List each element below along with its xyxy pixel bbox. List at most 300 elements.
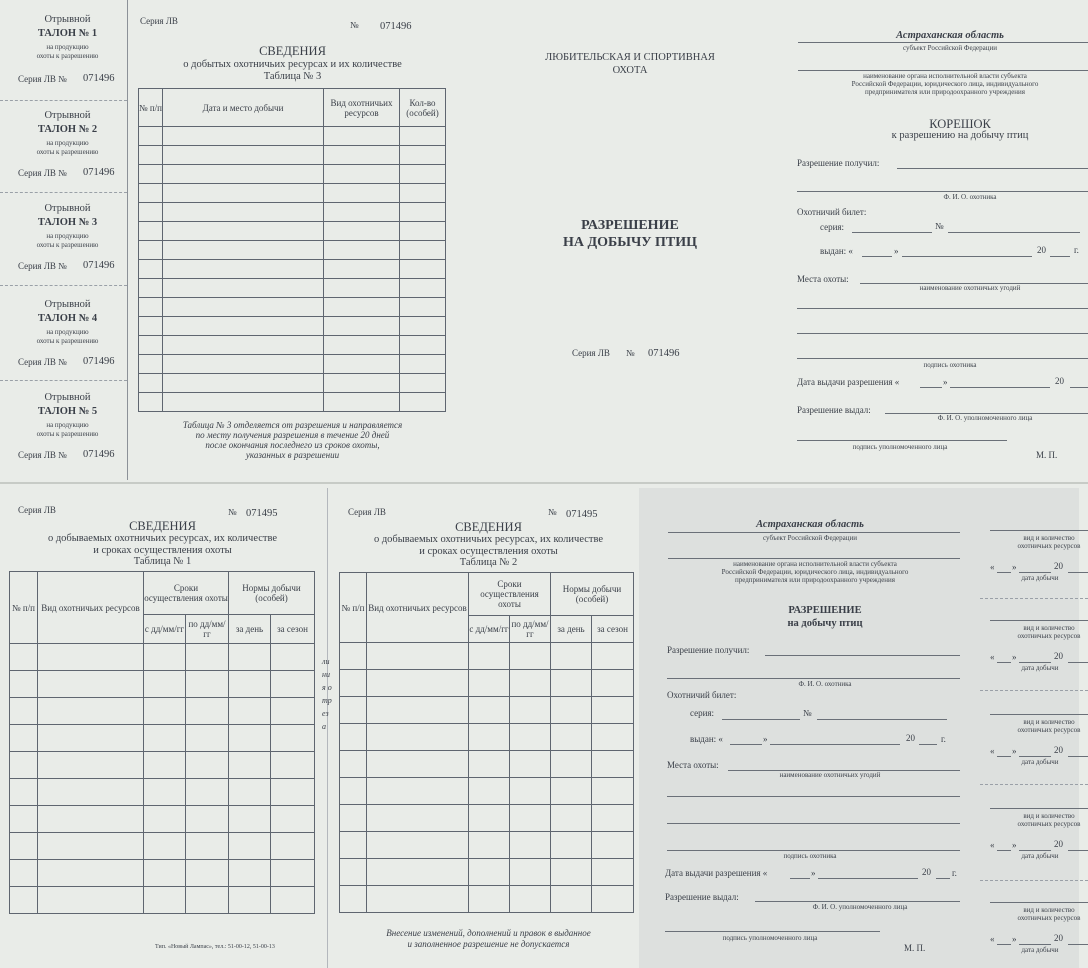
table-cell[interactable] — [400, 374, 446, 393]
table-row — [340, 751, 634, 778]
table1-label: Таблица № 1 — [133, 556, 192, 567]
stub-sign-official-line[interactable] — [797, 440, 1007, 441]
table-cell[interactable] — [469, 670, 510, 697]
table-cell[interactable] — [400, 146, 446, 165]
table-cell[interactable] — [510, 697, 551, 724]
table-cell[interactable] — [10, 644, 38, 671]
table-cell[interactable] — [340, 832, 367, 859]
table-row — [139, 298, 446, 317]
table-cell[interactable] — [139, 222, 163, 241]
coupon-year-line[interactable] — [1068, 572, 1088, 573]
table-cell[interactable] — [163, 317, 324, 336]
table-cell[interactable] — [400, 203, 446, 222]
table-cell[interactable] — [592, 886, 634, 913]
table-cell[interactable] — [324, 127, 400, 146]
table1-col-num: № п/п — [10, 572, 38, 644]
table-row — [139, 241, 446, 260]
talon-5 — [0, 392, 127, 478]
permit-issue-date-month[interactable] — [818, 878, 918, 879]
table-cell[interactable] — [10, 752, 38, 779]
table-cell[interactable] — [186, 698, 229, 725]
table-cell[interactable] — [163, 298, 324, 317]
table-cell[interactable] — [510, 859, 551, 886]
permit-issued-label: выдан: « — [690, 734, 723, 744]
stub-ticket-no: № — [935, 221, 944, 231]
stub-received-line[interactable] — [897, 168, 1088, 169]
table-cell[interactable] — [340, 859, 367, 886]
permit-issue-date-day[interactable] — [790, 878, 810, 879]
table-cell[interactable] — [324, 336, 400, 355]
table-cell[interactable] — [139, 203, 163, 222]
table-cell[interactable] — [340, 751, 367, 778]
talon-title: Отрывной — [44, 203, 91, 214]
permit-received-label: Разрешение получил: — [667, 645, 750, 655]
table-cell[interactable] — [510, 724, 551, 751]
table-cell[interactable] — [10, 860, 38, 887]
table-cell[interactable] — [139, 355, 163, 374]
table-cell[interactable] — [367, 886, 469, 913]
coupon-month-line[interactable] — [1019, 572, 1051, 573]
talon-title: Отрывной — [44, 392, 91, 403]
table-cell[interactable] — [340, 724, 367, 751]
table-cell[interactable] — [592, 859, 634, 886]
table-row — [340, 859, 634, 886]
permit-places-line-2[interactable] — [667, 796, 960, 797]
table-cell[interactable] — [324, 374, 400, 393]
table-cell[interactable] — [144, 887, 186, 914]
coupon-kind-line[interactable] — [990, 902, 1088, 903]
table-cell[interactable] — [324, 355, 400, 374]
table-cell[interactable] — [469, 886, 510, 913]
table-cell[interactable] — [400, 279, 446, 298]
coupon-month-line[interactable] — [1019, 756, 1051, 757]
table-cell[interactable] — [163, 146, 324, 165]
table-cell[interactable] — [163, 355, 324, 374]
table-cell[interactable] — [367, 697, 469, 724]
talon-serial-number: 071496 — [83, 73, 115, 84]
table-cell[interactable] — [139, 241, 163, 260]
table-cell[interactable] — [469, 778, 510, 805]
stub-sign-hunter-line[interactable] — [797, 358, 1088, 359]
stub-issue-date-quote: » — [943, 377, 948, 387]
table-cell[interactable] — [400, 336, 446, 355]
table-cell[interactable] — [10, 725, 38, 752]
table-cell[interactable] — [367, 643, 469, 670]
table-cell[interactable] — [400, 355, 446, 374]
table2-note2: и заполненное разрешение не допускается — [407, 939, 570, 949]
table-cell[interactable] — [510, 670, 551, 697]
table-cell[interactable] — [400, 260, 446, 279]
talon-sub2: охоты к разрешению — [36, 430, 99, 438]
table-cell[interactable] — [10, 887, 38, 914]
permit-issued-by-label: Разрешение выдал: — [665, 892, 739, 902]
table1-no-label: № — [228, 507, 237, 517]
coupon-quote-close: » — [1012, 652, 1017, 662]
table-cell[interactable] — [229, 779, 271, 806]
table-cell[interactable] — [38, 752, 144, 779]
table-cell[interactable] — [10, 833, 38, 860]
table-cell[interactable] — [271, 698, 315, 725]
table-cell[interactable] — [163, 279, 324, 298]
table-cell[interactable] — [400, 127, 446, 146]
table3-note-line: после окончания последнего из сроков охоты, — [205, 440, 380, 450]
table-cell[interactable] — [551, 805, 592, 832]
table-cell[interactable] — [139, 127, 163, 146]
coupon-kind-line[interactable] — [990, 530, 1088, 531]
stub-issue-date-year-line[interactable] — [1070, 387, 1088, 388]
coupon-kind-line[interactable] — [990, 620, 1088, 621]
cover-title-1: РАЗРЕШЕНИЕ — [581, 218, 679, 233]
table-cell[interactable] — [144, 725, 186, 752]
table-cell[interactable] — [367, 724, 469, 751]
table-cell[interactable] — [163, 241, 324, 260]
table-cell[interactable] — [340, 643, 367, 670]
stub-received-line-2[interactable] — [797, 191, 1088, 192]
talon-sub2: охоты к разрешению — [36, 148, 99, 156]
permit-ticket-no: № — [803, 708, 812, 718]
table-cell[interactable] — [10, 779, 38, 806]
table-cell[interactable] — [592, 805, 634, 832]
stub-issue-date-year: 20 — [1055, 376, 1064, 386]
permit-ticket-no-line[interactable] — [817, 719, 947, 720]
table-cell[interactable] — [144, 752, 186, 779]
table-row — [139, 165, 446, 184]
stub-places-caption: наименование охотничьих угодий — [919, 284, 1021, 292]
table-cell[interactable] — [163, 127, 324, 146]
coupon-year-line[interactable] — [1068, 756, 1088, 757]
coupon-line1: вид и количество — [1023, 812, 1075, 820]
table-cell[interactable] — [340, 805, 367, 832]
table-cell[interactable] — [38, 644, 144, 671]
table-cell[interactable] — [139, 165, 163, 184]
coupon-month-line[interactable] — [1019, 944, 1051, 945]
table-cell[interactable] — [510, 778, 551, 805]
permit-received-line[interactable] — [765, 655, 960, 656]
table2-col-num: № п/п — [340, 573, 367, 643]
table3-note-line: по месту получения разрешения в течение 20 дней — [195, 430, 390, 440]
table-cell[interactable] — [144, 644, 186, 671]
table-cell[interactable] — [340, 670, 367, 697]
table-cell[interactable] — [551, 832, 592, 859]
table-cell[interactable] — [271, 779, 315, 806]
table1-subtitle1: о добываемых охотничьих ресурсах, их количестве — [47, 533, 278, 544]
table-cell[interactable] — [38, 779, 144, 806]
talon-number: ТАЛОН № 2 — [37, 124, 98, 135]
table-cell[interactable] — [551, 643, 592, 670]
stub-ticket-series: серия: — [820, 222, 845, 232]
table-cell[interactable] — [367, 832, 469, 859]
table-cell[interactable] — [551, 670, 592, 697]
stub-issued-day[interactable] — [862, 256, 892, 257]
table-cell[interactable] — [38, 806, 144, 833]
table-cell[interactable] — [367, 859, 469, 886]
table1-subtitle2: и сроках осуществления охоты — [93, 545, 232, 556]
table-cell[interactable] — [324, 279, 400, 298]
talon-series: Серия ЛВ № — [18, 261, 67, 271]
table-cell[interactable] — [400, 393, 446, 412]
table-cell[interactable] — [340, 778, 367, 805]
table-cell[interactable] — [186, 833, 229, 860]
table-cell[interactable] — [229, 833, 271, 860]
table-cell[interactable] — [400, 298, 446, 317]
table1-title: СВЕДЕНИЯ — [129, 519, 196, 533]
permit-issue-date-year-line[interactable] — [936, 878, 950, 879]
table-cell[interactable] — [469, 751, 510, 778]
table2-col-kind: Вид охотничьих ресурсов — [367, 573, 469, 643]
table-cell[interactable] — [400, 165, 446, 184]
cover-title-2: НА ДОБЫЧУ ПТИЦ — [562, 235, 698, 250]
table-row — [10, 833, 315, 860]
permit-issued-month[interactable] — [770, 744, 900, 745]
table-cell[interactable] — [229, 644, 271, 671]
table-cell[interactable] — [229, 698, 271, 725]
table-cell[interactable] — [10, 671, 38, 698]
table-cell[interactable] — [271, 806, 315, 833]
table-cell[interactable] — [229, 860, 271, 887]
table-cell[interactable] — [186, 860, 229, 887]
table-cell[interactable] — [367, 751, 469, 778]
table-cell[interactable] — [186, 752, 229, 779]
table-cell[interactable] — [510, 886, 551, 913]
coupon-day-line[interactable] — [997, 572, 1011, 573]
coupon-kind-line[interactable] — [990, 714, 1088, 715]
permit-issued-by-line[interactable] — [755, 901, 960, 902]
stub-issue-date-month[interactable] — [950, 387, 1050, 388]
table-cell[interactable] — [163, 393, 324, 412]
table-cell[interactable] — [510, 805, 551, 832]
table-cell[interactable] — [592, 697, 634, 724]
table-cell[interactable] — [324, 146, 400, 165]
stub-ticket-no-line[interactable] — [948, 232, 1080, 233]
permit-issued-day[interactable] — [730, 744, 762, 745]
table-cell[interactable] — [469, 859, 510, 886]
table-cell[interactable] — [400, 222, 446, 241]
table-cell[interactable] — [229, 887, 271, 914]
permit-ticket-series-line[interactable] — [722, 719, 800, 720]
stub-ticket-series-line[interactable] — [852, 232, 932, 233]
coupon-day-line[interactable] — [997, 944, 1011, 945]
table-cell[interactable] — [551, 751, 592, 778]
table-cell[interactable] — [551, 778, 592, 805]
table-cell[interactable] — [163, 222, 324, 241]
table-cell[interactable] — [469, 697, 510, 724]
table-cell[interactable] — [139, 393, 163, 412]
table-cell[interactable] — [38, 887, 144, 914]
table-cell[interactable] — [469, 832, 510, 859]
table-cell[interactable] — [144, 860, 186, 887]
table-cell[interactable] — [229, 806, 271, 833]
table-cell[interactable] — [551, 886, 592, 913]
table-cell[interactable] — [163, 184, 324, 203]
permit-issue-date-year-suffix: г. — [952, 868, 957, 878]
table-cell[interactable] — [271, 887, 315, 914]
coupon-month-line[interactable] — [1019, 662, 1051, 663]
table-cell[interactable] — [367, 805, 469, 832]
table-cell[interactable] — [324, 260, 400, 279]
permit-org-caption2: Российской Федерации, юридического лица, индивидуального — [721, 568, 909, 576]
table-cell[interactable] — [340, 697, 367, 724]
talon-sub1: на продукцию — [46, 232, 89, 240]
table-cell[interactable] — [144, 806, 186, 833]
talon-serial-number: 071496 — [83, 260, 115, 271]
table-cell[interactable] — [163, 260, 324, 279]
permit-section — [660, 488, 975, 968]
table-row — [10, 671, 315, 698]
table-cell[interactable] — [324, 317, 400, 336]
table3-note — [140, 420, 445, 460]
table-cell[interactable] — [229, 671, 271, 698]
table-cell[interactable] — [38, 725, 144, 752]
table-cell[interactable] — [10, 806, 38, 833]
stub-issue-date-day[interactable] — [920, 387, 942, 388]
coupon-year: 20 — [1054, 745, 1063, 755]
stub-title: КОРЕШОК — [929, 117, 991, 131]
table-cell[interactable] — [38, 698, 144, 725]
table-cell[interactable] — [469, 724, 510, 751]
table-cell[interactable] — [271, 833, 315, 860]
table-cell[interactable] — [186, 671, 229, 698]
table-cell[interactable] — [139, 317, 163, 336]
coupon-line2: охотничьих ресурсов — [1017, 820, 1081, 828]
permit-issued-year-line[interactable] — [919, 744, 937, 745]
table-cell[interactable] — [271, 671, 315, 698]
coupon-kind-line[interactable] — [990, 808, 1088, 809]
table-cell[interactable] — [367, 670, 469, 697]
table-cell[interactable] — [139, 184, 163, 203]
coupon-day-line[interactable] — [997, 662, 1011, 663]
table-cell[interactable] — [271, 644, 315, 671]
table-cell[interactable] — [163, 374, 324, 393]
stub-issued-month[interactable] — [902, 256, 1032, 257]
table-cell[interactable] — [38, 671, 144, 698]
table-cell[interactable] — [271, 725, 315, 752]
table-cell[interactable] — [592, 670, 634, 697]
table-cell[interactable] — [139, 298, 163, 317]
table-cell[interactable] — [163, 165, 324, 184]
table-cell[interactable] — [38, 833, 144, 860]
table-cell[interactable] — [340, 886, 367, 913]
table-cell[interactable] — [324, 298, 400, 317]
table-cell[interactable] — [144, 779, 186, 806]
table-cell[interactable] — [592, 751, 634, 778]
table-cell[interactable] — [400, 184, 446, 203]
coupon-month-line[interactable] — [1019, 850, 1051, 851]
table2-title: СВЕДЕНИЯ — [455, 520, 522, 534]
table-cell[interactable] — [38, 860, 144, 887]
table-cell[interactable] — [139, 374, 163, 393]
table3-body — [139, 127, 446, 412]
table-cell[interactable] — [510, 832, 551, 859]
table-row — [139, 279, 446, 298]
table-cell[interactable] — [551, 859, 592, 886]
coupon-year-line[interactable] — [1068, 944, 1088, 945]
table-cell[interactable] — [144, 671, 186, 698]
table-cell[interactable] — [139, 146, 163, 165]
table-cell[interactable] — [186, 779, 229, 806]
table-cell[interactable] — [139, 279, 163, 298]
permit-sign-official-line[interactable] — [665, 931, 880, 932]
table-cell[interactable] — [592, 724, 634, 751]
table-cell[interactable] — [186, 887, 229, 914]
table-cell[interactable] — [144, 698, 186, 725]
permit-received-line-2[interactable] — [667, 678, 960, 679]
table-cell[interactable] — [144, 833, 186, 860]
table-row — [139, 203, 446, 222]
cover-serial-number: 071496 — [648, 348, 680, 359]
table-cell[interactable] — [186, 725, 229, 752]
table-cell[interactable] — [592, 778, 634, 805]
table-cell[interactable] — [324, 165, 400, 184]
table-cell[interactable] — [551, 697, 592, 724]
table-row — [340, 670, 634, 697]
table-cell[interactable] — [551, 724, 592, 751]
table3-serial-number: 071496 — [380, 21, 412, 32]
table-row — [340, 805, 634, 832]
table-row — [340, 778, 634, 805]
coupon-1 — [980, 522, 1088, 614]
table-cell[interactable] — [400, 317, 446, 336]
stub-places-line-3[interactable] — [797, 333, 1088, 334]
table2-series: Серия ЛВ — [348, 507, 386, 517]
cut-line-label: линия отреза — [322, 657, 332, 731]
table-cell[interactable] — [229, 752, 271, 779]
stub-received-label: Разрешение получил: — [797, 158, 880, 168]
table-cell[interactable] — [163, 203, 324, 222]
permit-places-line-3[interactable] — [667, 823, 960, 824]
coupon-day-line[interactable] — [997, 850, 1011, 851]
coupon-quote-open: « — [990, 840, 995, 850]
table-cell[interactable] — [186, 644, 229, 671]
table-cell[interactable] — [367, 778, 469, 805]
table-cell[interactable] — [324, 241, 400, 260]
table-cell[interactable] — [271, 752, 315, 779]
coupon-year-line[interactable] — [1068, 662, 1088, 663]
table-cell[interactable] — [592, 643, 634, 670]
coupon-line1: вид и количество — [1023, 718, 1075, 726]
permit-sign-hunter-line[interactable] — [667, 850, 960, 851]
table-cell[interactable] — [592, 832, 634, 859]
table-cell[interactable] — [229, 725, 271, 752]
permit-sign-hunter-caption: подпись охотника — [783, 852, 837, 860]
permit-sign-official-caption: подпись уполномоченного лица — [722, 934, 818, 942]
table-cell[interactable] — [324, 393, 400, 412]
table-cell[interactable] — [10, 698, 38, 725]
table-cell[interactable] — [324, 184, 400, 203]
right-coupons — [980, 488, 1088, 968]
stub-places-line-2[interactable] — [797, 308, 1088, 309]
table-cell[interactable] — [139, 336, 163, 355]
table-cell[interactable] — [469, 805, 510, 832]
table-cell[interactable] — [400, 241, 446, 260]
table-cell[interactable] — [271, 860, 315, 887]
table-cell[interactable] — [139, 260, 163, 279]
table1-col-from: с дд/мм/гг — [144, 615, 186, 644]
permit-ticket-label: Охотничий билет: — [667, 690, 737, 700]
table-cell[interactable] — [469, 643, 510, 670]
table-cell[interactable] — [324, 203, 400, 222]
table-cell[interactable] — [324, 222, 400, 241]
stub-issued-year-line[interactable] — [1050, 256, 1070, 257]
coupon-year-line[interactable] — [1068, 850, 1088, 851]
table2-col-season: за сезон — [592, 616, 634, 643]
table-cell[interactable] — [510, 751, 551, 778]
permit-region-line — [668, 532, 960, 533]
table-cell[interactable] — [510, 643, 551, 670]
coupon-day-line[interactable] — [997, 756, 1011, 757]
table-cell[interactable] — [163, 336, 324, 355]
table-cell[interactable] — [186, 806, 229, 833]
permit-places-label: Места охоты: — [667, 760, 719, 770]
